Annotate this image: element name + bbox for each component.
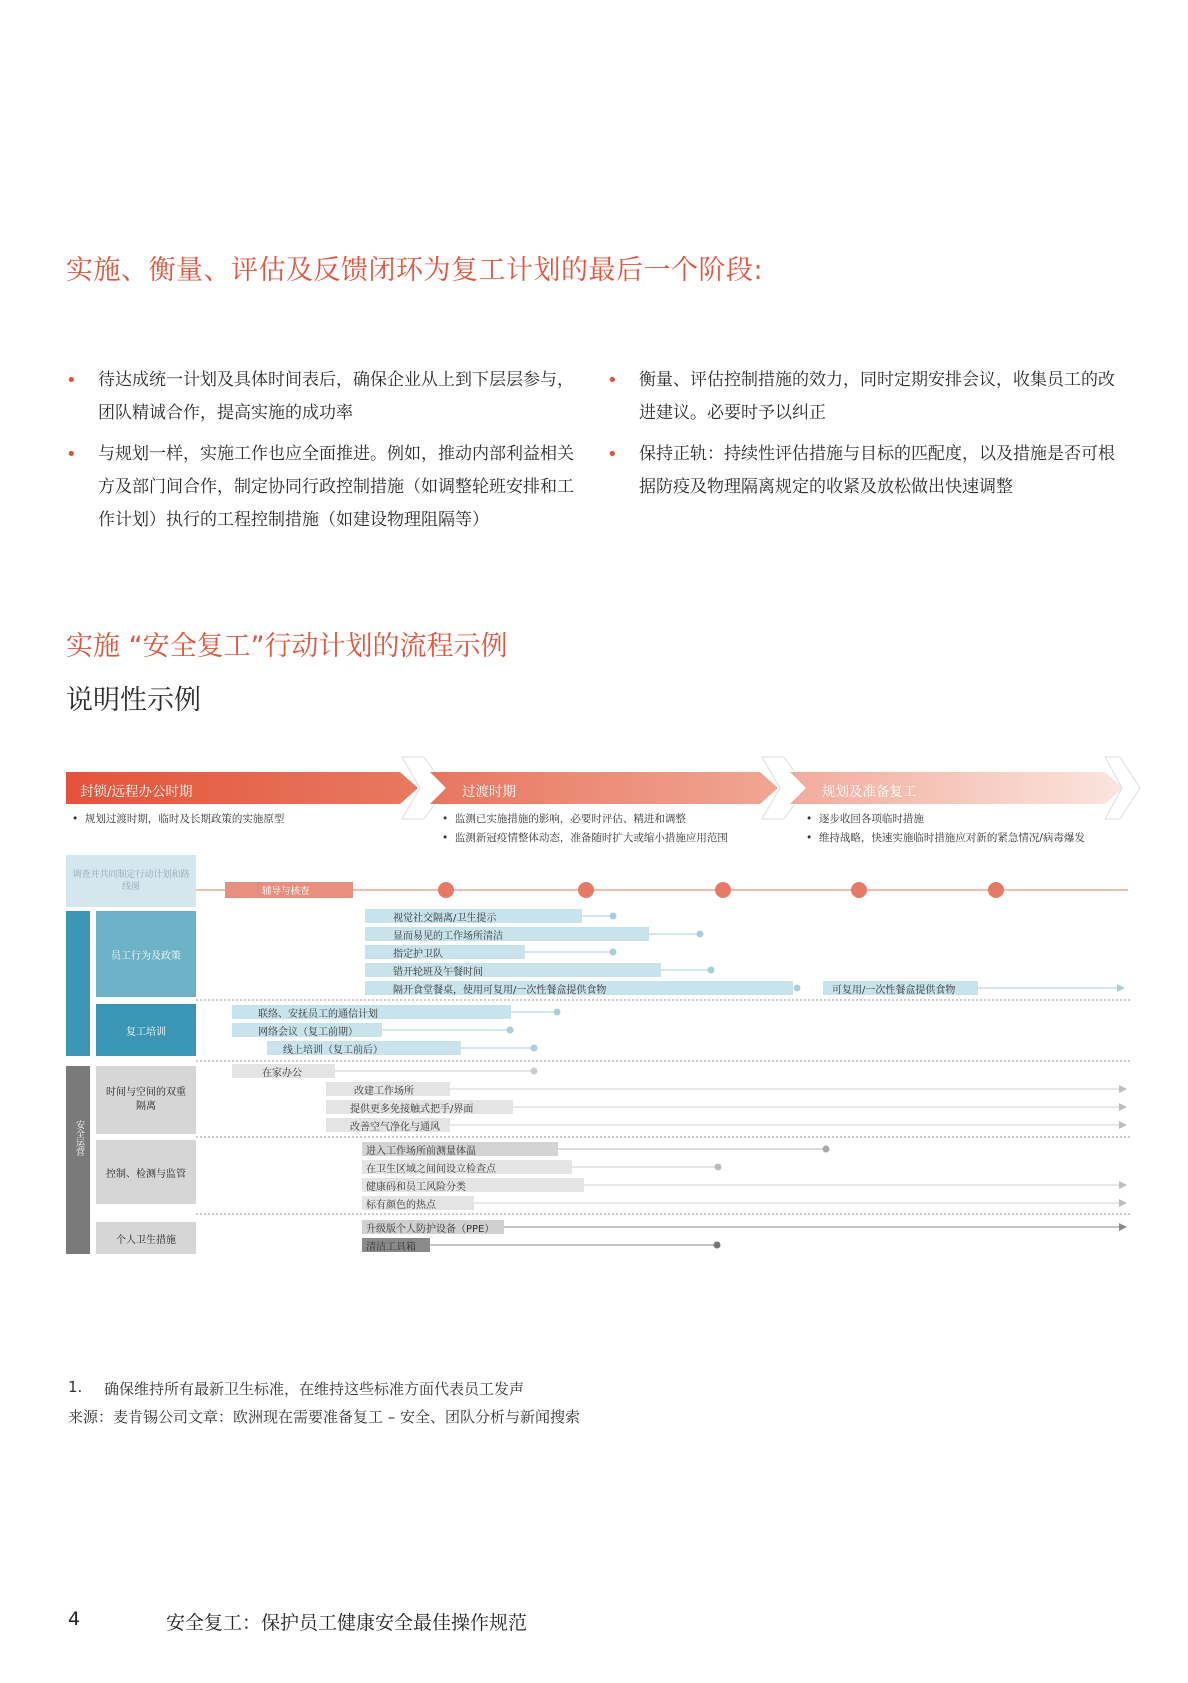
bar-label-shift: 错开轮班及午餐时间: [393, 967, 483, 978]
bar-label-temp: 进入工作场所前测量体温: [366, 1146, 476, 1157]
bullet-icon: •: [66, 444, 77, 465]
bar-label-healthcode: 健康码和员工风险分类: [366, 1182, 466, 1193]
row-label-employee-policy: 员工行为及政策: [111, 950, 181, 962]
bar-label-touchless: 提供更多免接触式把手/界面: [350, 1104, 474, 1115]
bar-label-clean: 显而易见的工作场所清洁: [393, 931, 503, 942]
calendar-icon: [578, 882, 594, 898]
bullet-icon: •: [607, 370, 618, 391]
calendar-icon: [988, 882, 1004, 898]
phase-notes-3: [806, 810, 1085, 848]
control-bars: [362, 1142, 1126, 1210]
phase-label-3: 规划及准备复工: [822, 784, 917, 800]
phase-notes-1: [72, 810, 284, 829]
phase-note: • 规划过渡时期，临时及长期政策的实施原型: [72, 813, 285, 825]
footnote-1-number: 1.: [68, 1378, 83, 1396]
bar-label-canteen2: 可复用/一次性餐盒提供食物: [832, 985, 956, 996]
bar-label-hotspot: 标有颜色的热点: [366, 1200, 436, 1211]
phase-note: • 监测已实施措施的影响，必要时评估、精进和调整: [442, 813, 686, 825]
phase-label-2: 过渡时期: [462, 784, 516, 800]
section-subtitle: 说明性示例: [66, 685, 201, 716]
bar-label-comm: 联络、安抚员工的通信计划: [258, 1009, 378, 1020]
row-label-isolation: 时间与空间的双重隔离: [106, 1087, 186, 1112]
bar-label-wfh: 在家办公: [262, 1068, 302, 1079]
row-label-training: 复工培训: [126, 1026, 166, 1038]
group-label-safety: 安全运营: [74, 1120, 84, 1156]
bullet-item: • 待达成统一计划及具体时间表后，确保企业从上到下层层参与，团队精诚合作，提高实施的成功率: [66, 364, 586, 430]
gray-side-bar: [66, 1066, 90, 1254]
bar-label-rebuild: 改建工作场所: [354, 1086, 414, 1097]
phase-note: • 维持战略，快速实施临时措施应对新的紧急情况/病毒爆发: [806, 832, 1085, 844]
footnote-1: 确保维持所有最新卫生标准，在维持这些标准方面代表员工发声: [104, 1380, 525, 1398]
row-label-hygiene: 个人卫生措施: [116, 1234, 176, 1246]
bar-label-air: 改善空气净化与通风: [350, 1122, 440, 1133]
source-note: 来源：麦肯锡公司文章：欧洲现在需要准备复工 – 安全、团队分析与新闻搜索: [68, 1408, 581, 1426]
bar-label-canteen: 隔开食堂餐桌，使用可复用/一次性餐盒提供食物: [393, 985, 607, 996]
main-heading: 实施、衡量、评估及反馈闭环为复工计划的最后一个阶段:: [66, 255, 764, 286]
phase-notes-2: [442, 810, 728, 848]
top-row-label: 调查并共同制定行动计划和路线图: [72, 870, 190, 892]
bar-label-toolbox: 清洁工具箱: [366, 1242, 416, 1253]
coaching-bar-label: 辅导与核查: [262, 886, 310, 897]
phase-note: • 监测新冠疫情整体动态，准备随时扩大或缩小措施应用范围: [442, 832, 728, 844]
footer-title: 安全复工：保护员工健康安全最佳操作规范: [166, 1612, 528, 1634]
bar-label-social: 视觉社交隔离/卫生提示: [393, 913, 497, 924]
bar-label-guard: 指定护卫队: [393, 949, 443, 960]
row-label-control: 控制、检测与监管: [106, 1168, 186, 1180]
bullet-item: • 保持正轨：持续性评估措施与目标的匹配度，以及措施是否可根据防疫及物理隔离规定的收紧及放松做出快速调整: [607, 438, 1127, 504]
bullet-item: • 与规划一样，实施工作也应全面推进。例如，推动内部利益相关方及部门间合作，制定协同行政控制措施（如调整轮班安排和工作计划）执行的工程控制措施（如建设物理阻隔等）: [66, 438, 586, 537]
calendar-icon: [851, 882, 867, 898]
calendar-icon: [438, 882, 454, 898]
section-title: 实施 “安全复工”行动计划的流程示例: [66, 631, 508, 662]
bar-label-online: 线上培训（复工前后）: [283, 1045, 383, 1056]
calendar-icon: [715, 882, 731, 898]
bullet-icon: •: [66, 370, 77, 391]
bullet-item: • 衡量、评估控制措施的效力，同时定期安排会议，收集员工的改进建议。必要时予以纠正: [607, 364, 1127, 430]
bullet-icon: •: [607, 444, 618, 465]
bar-label-ppe: 升级版个人防护设备（PPE）: [366, 1224, 495, 1235]
bar-guard: [365, 945, 525, 959]
bar-label-webinar: 网络会议（复工前期）: [258, 1027, 358, 1038]
bar-label-checkpoint: 在卫生区域之间间设立检查点: [366, 1164, 496, 1175]
phase-label-1: 封锁/远程办公时期: [80, 784, 193, 800]
page-number: 4: [68, 1608, 81, 1630]
phase-note: • 逐步收回各项临时措施: [806, 813, 924, 825]
teal-side-bar: [66, 911, 90, 1056]
